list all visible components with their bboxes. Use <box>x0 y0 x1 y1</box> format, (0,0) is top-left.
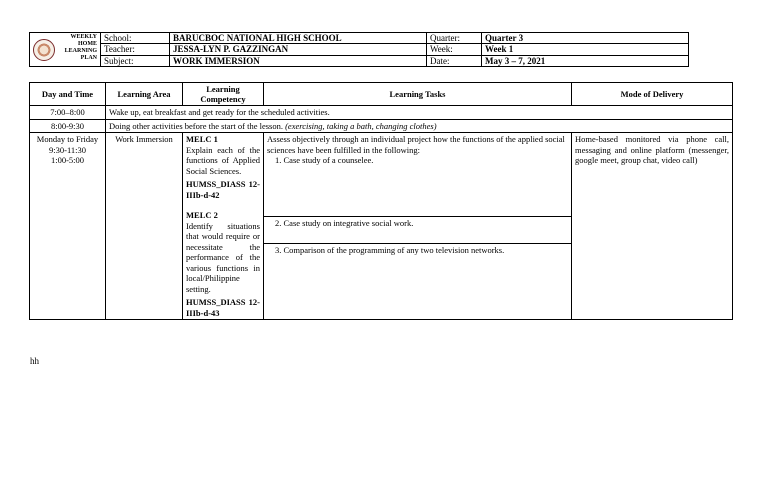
col-mode-of-delivery: Mode of Delivery <box>572 83 733 106</box>
lesson-row <box>30 133 733 320</box>
footer-note: hh <box>30 356 39 366</box>
col-learning-area: Learning Area <box>106 83 183 106</box>
learning-area-cell: Work Immersion <box>106 133 183 320</box>
task-intro: Assess objectively through an individual project how the functions of the applied social sciences have been fulfilled in the following: <box>267 134 565 155</box>
day-range: Monday to Friday <box>36 134 99 144</box>
schedule-row <box>30 119 733 133</box>
schedule-text: Wake up, eat breakfast and get ready for the scheduled activities. <box>106 106 733 120</box>
task-item: 2. Case study on integrative social work. <box>275 218 414 228</box>
melc2-text: Identify situations that would require or necessitate the performance of the various functions in local/Philippine setting. <box>186 220 260 294</box>
school-label: School: <box>101 33 170 44</box>
time-slot-pm: 1:00-5:00 <box>50 155 85 165</box>
delivery-cell: Home-based monitored via phone call, messaging and online platform (messenger, google meet, group chat, video call) <box>572 133 733 320</box>
quarter-value: Quarter 3 <box>482 33 689 44</box>
subject-value: WORK IMMERSION <box>170 55 427 66</box>
date-value: May 3 – 7, 2021 <box>482 55 689 66</box>
quarter-label: Quarter: <box>427 33 482 44</box>
schedule-row <box>30 106 733 120</box>
header-table <box>29 32 689 67</box>
week-label: Week: <box>427 44 482 55</box>
task-item: 1. Case study of a counselee. <box>275 155 374 165</box>
melc1-text: Explain each of the functions of Applied Social Sciences. <box>186 144 260 176</box>
melc1-code: HUMSS_DIASS 12-IIIb-d-42 <box>186 179 260 200</box>
date-label: Date: <box>427 55 482 66</box>
teacher-label: Teacher: <box>101 44 170 55</box>
melc2-title: MELC 2 <box>186 210 218 220</box>
schedule-time: 7:00–8:00 <box>30 106 106 120</box>
col-learning-competency: Learning Competency <box>183 83 264 106</box>
col-day-time: Day and Time <box>30 83 106 106</box>
school-value: BARUCBOC NATIONAL HIGH SCHOOL <box>170 33 427 44</box>
schedule-time: 8:00-9:30 <box>30 119 106 133</box>
day-time-cell <box>30 133 106 320</box>
logo-label: WEEKLY HOME LEARNING PLAN <box>64 34 97 61</box>
tasks-cell <box>264 133 572 320</box>
time-slot-am: 9:30-11:30 <box>49 144 86 155</box>
teacher-value: JESSA-LYN P. GAZZINGAN <box>170 44 427 55</box>
logo-cell <box>30 33 101 67</box>
schedule-text-note: (exercising, taking a bath, changing clothes) <box>285 120 437 131</box>
melc1-title: MELC 1 <box>186 134 218 144</box>
schedule-text: Doing other activities before the start of the lesson. (exercising, taking a bath, changing clothes) <box>106 119 733 133</box>
subject-label: Subject: <box>101 55 170 66</box>
competency-cell <box>183 133 264 320</box>
week-value: Week 1 <box>482 44 689 55</box>
task-item: 3. Comparison of the programming of any two television networks. <box>275 245 505 255</box>
deped-seal-icon <box>33 39 55 61</box>
col-learning-tasks: Learning Tasks <box>264 83 572 106</box>
weekly-plan-table <box>29 82 733 320</box>
melc2-code: HUMSS_DIASS 12-IIIb-d-43 <box>186 297 260 318</box>
